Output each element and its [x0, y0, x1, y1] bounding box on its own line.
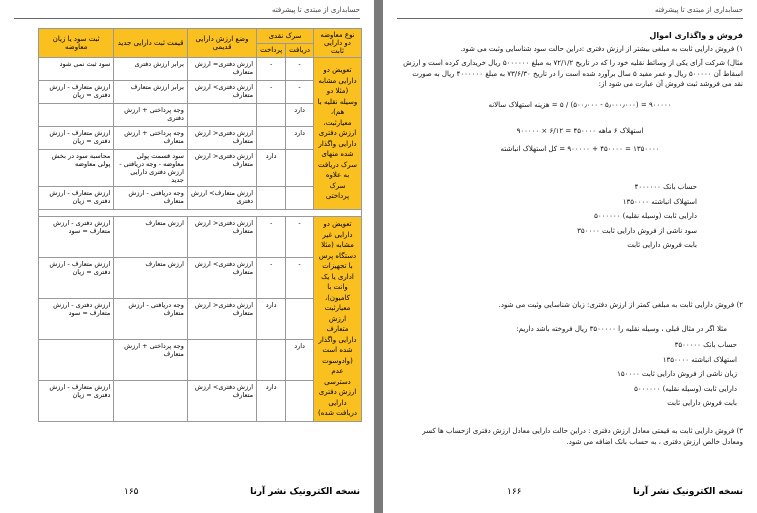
journal-entry-2: [463, 340, 737, 413]
group1-rows: [39, 58, 362, 210]
left-page-number: ۱۶۵: [124, 487, 139, 497]
left-footer-brand: نسخه الکترونیک نشر آرنا: [250, 487, 360, 497]
left-page: [0, 0, 374, 513]
example-1: مثال) شرکت آرای یکی از وسائط نقلیه خود را که در تاریخ ۷۲/۱/۲ به مبلغ ۵۰۰۰۰۰۰ ریال خریداری کرده است و ارزش اسقاط آن ۵۰۰۰۰۰ ریال و عمر مفید ۵ سال برآورد شده است را در تاریخ ۷۳/۶/۳۰ به مبلغ ۴۰۰۰۰۰۰ ریال به صورت نقد می فروشد ثبت فروش آن عبارت می شود از:: [403, 59, 743, 88]
journal-line: حساب بانک ۴۰۰۰۰۰۰: [634, 183, 697, 191]
left-page-footer: [14, 487, 360, 503]
cell-gain: محاسبه سود در بخش پولی معاوضه: [39, 150, 114, 187]
cell-new: برابر ارزش متعارف: [114, 81, 188, 104]
table-header-row: [39, 29, 362, 44]
col-old-header: وضع ارزش دارایی قدیمی: [187, 29, 256, 58]
cell-gain: ارزش دفتری - ارزش متعارف = سود: [39, 298, 114, 339]
journal-line: حساب بانک ۳۵۰۰۰۰۰: [674, 341, 737, 349]
table-row: [39, 104, 362, 127]
calc-line-2: استهلاک ۶ ماهه ۴۵۰۰۰۰ = ۶/۱۲ × ۹۰۰۰۰۰: [516, 127, 644, 135]
cell-new: [114, 380, 188, 421]
calc-line-3: ۱۳۵۰۰۰۰ = ۴۵۰۰۰۰ + ۹۰۰۰۰۰ = کل استهلاک انباشته: [500, 145, 660, 153]
cell-out: -: [286, 58, 314, 81]
cell-in: [257, 127, 286, 150]
cell-in: -: [257, 58, 286, 81]
table-row: [39, 187, 362, 210]
col-cash-in-header: دریافت: [286, 43, 314, 58]
table-row: [39, 257, 362, 298]
cell-out: -: [286, 217, 314, 258]
cell-in: [257, 104, 286, 127]
table-row: [39, 339, 362, 380]
cell-old: [187, 339, 256, 380]
cell-gain: ارزش دفتری - ارزش متعارف = سود: [39, 217, 114, 258]
cell-in: دارد: [257, 150, 286, 187]
section-title: فروش و واگذاری اموال: [649, 31, 743, 40]
table-row: [39, 127, 362, 150]
cell-old: ارزش دفتری< ارزش متعارف: [187, 298, 256, 339]
cell-in: -: [257, 81, 286, 104]
cell-new: وجه دریافتی - ارزش متعارف: [114, 187, 188, 210]
col-new-header: قیمت ثبت دارایی جدید: [114, 29, 188, 58]
cell-gain: ارزش متعارف - ارزش دفتری = زیان: [39, 81, 114, 104]
right-page-header: [397, 4, 743, 19]
right-footer-brand: نسخه الکترونیک نشر آرنا: [633, 487, 743, 497]
cell-old: ارزش متعارف> ارزش دفتری: [187, 187, 256, 210]
cell-in: [257, 187, 286, 210]
group1-label: تعویض دو دارایی مشابه (مثلا دو وسیله نقلیه با هم)، معیارثبت، ارزش دفتری دارایی واگذار شده منهای سرک دریافت به علاوه سرک پرداختی: [313, 58, 361, 210]
cell-new: برابر ارزش دفتری: [114, 58, 188, 81]
cell-out: [286, 187, 314, 210]
col-gain-header: ثبت سود یا زیان معاوضه: [39, 29, 114, 58]
journal-line: دارایی ثابت (وسیله نقلیه) ۵۰۰۰۰۰۰: [594, 212, 697, 220]
cell-old: ارزش دفتری> ارزش متعارف: [187, 380, 256, 421]
cell-out: -: [286, 257, 314, 298]
paragraph-3: ۳) فروش دارایی ثابت به قیمتی معادل ارزش دفتری : دراین حالت دارایی معادل ارزش دفتری ازحساب ها کسر ومعادل خالص ارزش دفتری ، به حساب بانک اضافه می شود.: [422, 427, 743, 446]
cell-old: ارزش دفتری> ارزش متعارف: [187, 257, 256, 298]
cell-new: وجه پرداختی + ارزش دفتری: [114, 104, 188, 127]
group2-rows: [39, 217, 362, 422]
paragraph-2: ۲) فروش دارایی ثابت به مبلغی کمتر از ارزش دفتری: زیان شناسایی وثبت می شود.: [498, 301, 743, 309]
journal-line: بابت فروش دارایی ثابت: [667, 399, 737, 407]
group2-label: تعویض دو دارایی غیر مشابه (مثلا دستگاه پرس با تجهیزات اداری یا یک وانت با کامیون)، معیارثبت ارزش متعارف دارایی واگذار شده است (وادوسوت عدم دسترسی ارزش دفتری دارایی دریافت شده): [313, 217, 361, 422]
table-row: [39, 217, 362, 258]
col-type-header: نوع معاوضه دو دارایی ثابت: [313, 29, 361, 58]
left-header-text: حسابداری از مبتدی تا پیشرفته: [272, 6, 360, 14]
journal-line: زیان ناشی از فروش دارایی ثابت ۱۵۰۰۰۰: [617, 370, 737, 378]
table-row: [39, 298, 362, 339]
cell-out: دارد: [286, 127, 314, 150]
cell-new: سود قسمت پولی معاوضه - وجه دریافتی - ارزش دفتری دارایی جدید: [114, 150, 188, 187]
left-page-header: [14, 4, 360, 19]
table-row: [39, 380, 362, 421]
cell-out: [286, 150, 314, 187]
col-cash-header: سرک نقدی: [257, 29, 314, 44]
cell-old: ارزش دفتری< ارزش متعارف: [187, 150, 256, 187]
cell-gain: ارزش متعارف - ارزش دفتری = زیان: [39, 380, 114, 421]
cell-in: -: [257, 257, 286, 298]
cell-old: ارزش دفتری< ارزش متعارف: [187, 217, 256, 258]
right-page-footer: [397, 487, 743, 503]
right-page-number: ۱۶۶: [507, 487, 522, 497]
cell-gain: ارزش متعارف - ارزش دفتری = زیان: [39, 187, 114, 210]
table-row: [39, 58, 362, 81]
cell-new: ارزش متعارف: [114, 217, 188, 258]
cell-gain: [39, 339, 114, 380]
cell-in: [257, 339, 286, 380]
table-row: [39, 81, 362, 104]
right-page: [383, 0, 757, 513]
paragraph-1: ۱) فروش دارایی ثابت به مبلغی بیشتر از ارزش دفتری :دراین حالت سود شناسایی وثبت می شود.: [460, 45, 743, 53]
cell-gain: ارزش متعارف - ارزش دفتری = زیان: [39, 127, 114, 150]
journal-line: استهلاک انباشته ۱۳۵۰۰۰۰: [622, 197, 697, 206]
cell-gain: [39, 104, 114, 127]
journal-line: دارایی ثابت (وسیله نقلیه) ۵۰۰۰۰۰۰: [634, 384, 737, 393]
cell-in: دارد: [257, 298, 286, 339]
table-row: [39, 150, 362, 187]
cell-old: [187, 104, 256, 127]
journal-line: استهلاک انباشته ۱۳۵۰۰۰۰: [662, 355, 737, 364]
cell-old: ارزش دفتری> ارزش متعارف: [187, 81, 256, 104]
right-header-text: حسابداری از مبتدی تا پیشرفته: [655, 6, 743, 14]
cell-new: وجه دریافتی - ارزش متعارف: [114, 298, 188, 339]
calc-line-1: ۹۰۰۰۰۰ = (۵٫۰۰۰٫۰۰۰ - ۵۰۰٫۰۰۰) / ۵ = هزینه استهلاک سالانه: [488, 101, 672, 109]
cell-old: ارزش دفتری= ارزش متعارف: [187, 58, 256, 81]
cell-new: وجه پرداختی + ارزش متعارف: [114, 339, 188, 380]
cell-gain: سود ثبت نمی شود: [39, 58, 114, 81]
journal-line: بابت فروش دارایی ثابت: [627, 241, 697, 249]
cell-in: -: [257, 217, 286, 258]
cell-gain: ارزش متعارف - ارزش دفتری = زیان: [39, 257, 114, 298]
cell-new: وجه پرداختی + ارزش متعارف: [114, 127, 188, 150]
asset-exchange-table: [38, 28, 362, 422]
cell-out: دارد: [286, 339, 314, 380]
cell-in: دارد: [257, 380, 286, 421]
cell-out: [286, 298, 314, 339]
cell-out: -: [286, 81, 314, 104]
journal-entry-1: [463, 182, 697, 255]
col-cash-out-header: پرداخت: [257, 43, 286, 58]
cell-old: ارزش دفتری< ارزش متعارف: [187, 127, 256, 150]
journal-line: سود ناشی از فروش دارایی ثابت ۳۵۰۰۰۰: [577, 226, 697, 235]
cell-out: [286, 380, 314, 421]
cell-out: دارد: [286, 104, 314, 127]
cell-new: ارزش متعارف: [114, 257, 188, 298]
example-2: مثلا اگر در مثال قبلی ، وسیله نقلیه را ۳۵۰۰۰۰۰ ریال فروخته باشد داریم:: [516, 325, 727, 333]
